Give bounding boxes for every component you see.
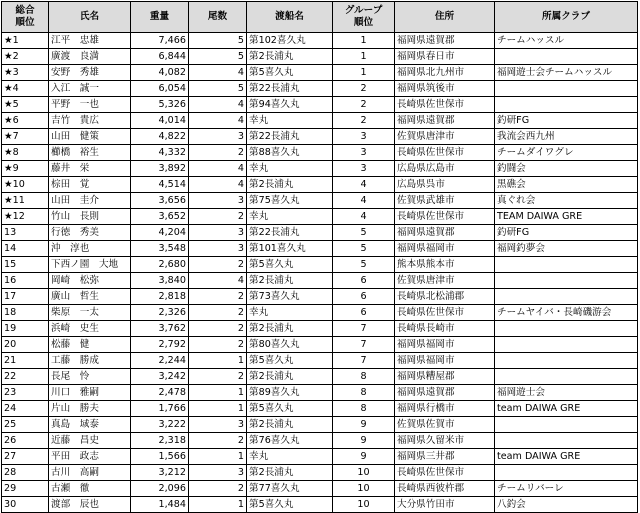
table-row bbox=[2, 337, 638, 353]
table-row bbox=[2, 241, 638, 257]
group-rank-cell: 6 bbox=[333, 289, 395, 305]
table-row bbox=[2, 353, 638, 369]
table-row bbox=[2, 65, 638, 81]
rank-cell: 16 bbox=[2, 273, 49, 289]
count-cell: 5 bbox=[189, 33, 247, 49]
name-cell: 藤井 栄 bbox=[49, 161, 131, 177]
name-cell: 長尾 怜 bbox=[49, 369, 131, 385]
table-row bbox=[2, 113, 638, 129]
boat-cell: 第22長浦丸 bbox=[247, 129, 333, 145]
address-cell: 広島県呉市 bbox=[395, 177, 495, 193]
boat-cell: 第22長浦丸 bbox=[247, 225, 333, 241]
name-cell: 古瀬 徹 bbox=[49, 481, 131, 497]
boat-cell: 第101喜久丸 bbox=[247, 241, 333, 257]
weight-cell: 3,548 bbox=[131, 241, 189, 257]
weight-cell: 3,222 bbox=[131, 417, 189, 433]
count-cell: 3 bbox=[189, 465, 247, 481]
boat-cell: 第75喜久丸 bbox=[247, 193, 333, 209]
club-cell bbox=[495, 97, 638, 113]
boat-cell: 第88喜久丸 bbox=[247, 145, 333, 161]
name-cell: 櫛橋 裕生 bbox=[49, 145, 131, 161]
group-rank-cell: 6 bbox=[333, 305, 395, 321]
header-address: 住所 bbox=[395, 2, 495, 33]
table-row bbox=[2, 145, 638, 161]
group-rank-cell: 2 bbox=[333, 113, 395, 129]
count-cell: 2 bbox=[189, 257, 247, 273]
count-cell: 2 bbox=[189, 369, 247, 385]
club-cell: チームヤイバ・長崎磯游会 bbox=[495, 305, 638, 321]
boat-cell: 第2長浦丸 bbox=[247, 273, 333, 289]
club-cell: チームリバーレ bbox=[495, 481, 638, 497]
table-row bbox=[2, 417, 638, 433]
table-row bbox=[2, 369, 638, 385]
table-body bbox=[2, 33, 638, 513]
table-row bbox=[2, 177, 638, 193]
table-row bbox=[2, 161, 638, 177]
address-cell: 長崎県北松浦郡 bbox=[395, 289, 495, 305]
group-rank-cell: 3 bbox=[333, 145, 395, 161]
rank-cell: 21 bbox=[2, 353, 49, 369]
count-cell: 5 bbox=[189, 49, 247, 65]
address-cell: 福岡県遠賀郡 bbox=[395, 33, 495, 49]
rank-cell: 28 bbox=[2, 465, 49, 481]
name-cell: 工藤 勝成 bbox=[49, 353, 131, 369]
weight-cell: 3,762 bbox=[131, 321, 189, 337]
address-cell: 長崎県佐世保市 bbox=[395, 305, 495, 321]
address-cell: 大分県竹田市 bbox=[395, 497, 495, 513]
count-cell: 1 bbox=[189, 497, 247, 513]
boat-cell: 幸丸 bbox=[247, 209, 333, 225]
group-rank-cell: 2 bbox=[333, 81, 395, 97]
rank-cell: 27 bbox=[2, 449, 49, 465]
boat-cell: 幸丸 bbox=[247, 449, 333, 465]
address-cell: 長崎県佐世保市 bbox=[395, 465, 495, 481]
rank-cell: ★3 bbox=[2, 65, 49, 81]
weight-cell: 1,566 bbox=[131, 449, 189, 465]
weight-cell: 2,244 bbox=[131, 353, 189, 369]
rank-cell: 25 bbox=[2, 417, 49, 433]
rank-cell: ★4 bbox=[2, 81, 49, 97]
name-cell: 棕田 覚 bbox=[49, 177, 131, 193]
rank-cell: ★10 bbox=[2, 177, 49, 193]
club-cell: チームダイワグレ bbox=[495, 145, 638, 161]
club-cell: 我流会西九州 bbox=[495, 129, 638, 145]
weight-cell: 3,242 bbox=[131, 369, 189, 385]
name-cell: 竹山 長則 bbox=[49, 209, 131, 225]
weight-cell: 3,652 bbox=[131, 209, 189, 225]
name-cell: 川口 雅嗣 bbox=[49, 385, 131, 401]
boat-cell: 第77喜久丸 bbox=[247, 481, 333, 497]
name-cell: 山田 健策 bbox=[49, 129, 131, 145]
rank-cell: ★8 bbox=[2, 145, 49, 161]
weight-cell: 4,514 bbox=[131, 177, 189, 193]
name-cell: 下西ノ園 大地 bbox=[49, 257, 131, 273]
club-cell bbox=[495, 353, 638, 369]
group-rank-cell: 2 bbox=[333, 97, 395, 113]
count-cell: 2 bbox=[189, 305, 247, 321]
rank-cell: 23 bbox=[2, 385, 49, 401]
header-weight: 重量 bbox=[131, 2, 189, 33]
weight-cell: 1,484 bbox=[131, 497, 189, 513]
boat-cell: 第2長浦丸 bbox=[247, 417, 333, 433]
weight-cell: 3,212 bbox=[131, 465, 189, 481]
address-cell: 福岡県遠賀郡 bbox=[395, 113, 495, 129]
boat-cell: 第73喜久丸 bbox=[247, 289, 333, 305]
address-cell: 広島県広島市 bbox=[395, 161, 495, 177]
rank-cell: ★11 bbox=[2, 193, 49, 209]
address-cell: 佐賀県武雄市 bbox=[395, 193, 495, 209]
name-cell: 浜崎 史生 bbox=[49, 321, 131, 337]
rank-cell: 15 bbox=[2, 257, 49, 273]
address-cell: 福岡県遠賀郡 bbox=[395, 225, 495, 241]
group-rank-cell: 1 bbox=[333, 33, 395, 49]
count-cell: 4 bbox=[189, 65, 247, 81]
club-cell bbox=[495, 273, 638, 289]
boat-cell: 第5喜久丸 bbox=[247, 65, 333, 81]
club-cell: 釣闘会 bbox=[495, 161, 638, 177]
address-cell: 佐賀県唐津市 bbox=[395, 129, 495, 145]
table-row bbox=[2, 433, 638, 449]
group-rank-cell: 4 bbox=[333, 193, 395, 209]
table-row bbox=[2, 129, 638, 145]
header-name: 氏名 bbox=[49, 2, 131, 33]
name-cell: 江平 忠雄 bbox=[49, 33, 131, 49]
table-row bbox=[2, 225, 638, 241]
group-rank-cell: 7 bbox=[333, 321, 395, 337]
boat-cell: 第5喜久丸 bbox=[247, 401, 333, 417]
weight-cell: 4,204 bbox=[131, 225, 189, 241]
address-cell: 長崎県佐世保市 bbox=[395, 209, 495, 225]
count-cell: 2 bbox=[189, 433, 247, 449]
weight-cell: 2,792 bbox=[131, 337, 189, 353]
count-cell: 1 bbox=[189, 449, 247, 465]
rank-cell: 17 bbox=[2, 289, 49, 305]
weight-cell: 4,822 bbox=[131, 129, 189, 145]
group-rank-cell: 3 bbox=[333, 129, 395, 145]
table-row bbox=[2, 305, 638, 321]
header-boat: 渡船名 bbox=[247, 2, 333, 33]
address-cell: 佐賀県唐津市 bbox=[395, 273, 495, 289]
rank-cell: 30 bbox=[2, 497, 49, 513]
rank-cell: ★7 bbox=[2, 129, 49, 145]
table-row bbox=[2, 481, 638, 497]
club-cell: 真ぐれ会 bbox=[495, 193, 638, 209]
name-cell: 沖 淳也 bbox=[49, 241, 131, 257]
group-rank-cell: 5 bbox=[333, 257, 395, 273]
name-cell: 近藤 昌史 bbox=[49, 433, 131, 449]
count-cell: 3 bbox=[189, 417, 247, 433]
table-row bbox=[2, 289, 638, 305]
rank-cell: 20 bbox=[2, 337, 49, 353]
table-row bbox=[2, 401, 638, 417]
rank-cell: ★9 bbox=[2, 161, 49, 177]
group-rank-cell: 10 bbox=[333, 465, 395, 481]
name-cell: 松藤 健 bbox=[49, 337, 131, 353]
count-cell: 2 bbox=[189, 337, 247, 353]
club-cell: team DAIWA GRE bbox=[495, 401, 638, 417]
boat-cell: 第76喜久丸 bbox=[247, 433, 333, 449]
group-rank-cell: 5 bbox=[333, 225, 395, 241]
address-cell: 福岡県筑後市 bbox=[395, 81, 495, 97]
rank-cell: ★6 bbox=[2, 113, 49, 129]
group-rank-cell: 3 bbox=[333, 161, 395, 177]
address-cell: 福岡県春日市 bbox=[395, 49, 495, 65]
address-cell: 長崎県長崎市 bbox=[395, 321, 495, 337]
group-rank-cell: 10 bbox=[333, 481, 395, 497]
group-rank-cell: 1 bbox=[333, 49, 395, 65]
name-cell: 渡部 辰也 bbox=[49, 497, 131, 513]
boat-cell: 第2長浦丸 bbox=[247, 465, 333, 481]
group-rank-cell: 10 bbox=[333, 497, 395, 513]
name-cell: 片山 勝夫 bbox=[49, 401, 131, 417]
boat-cell: 幸丸 bbox=[247, 161, 333, 177]
address-cell: 福岡県糟屋郡 bbox=[395, 369, 495, 385]
name-cell: 柴原 一太 bbox=[49, 305, 131, 321]
count-cell: 2 bbox=[189, 321, 247, 337]
count-cell: 4 bbox=[189, 113, 247, 129]
club-cell bbox=[495, 369, 638, 385]
club-cell bbox=[495, 257, 638, 273]
rank-cell: ★2 bbox=[2, 49, 49, 65]
address-cell: 福岡県福岡市 bbox=[395, 337, 495, 353]
boat-cell: 第5喜久丸 bbox=[247, 353, 333, 369]
rank-cell: 26 bbox=[2, 433, 49, 449]
boat-cell: 第22長浦丸 bbox=[247, 81, 333, 97]
club-cell bbox=[495, 321, 638, 337]
rank-cell: ★1 bbox=[2, 33, 49, 49]
boat-cell: 第2長浦丸 bbox=[247, 177, 333, 193]
header-group: グループ 順位 bbox=[333, 2, 395, 33]
weight-cell: 6,054 bbox=[131, 81, 189, 97]
group-rank-cell: 8 bbox=[333, 401, 395, 417]
club-cell: team DAIWA GRE bbox=[495, 449, 638, 465]
name-cell: 吉竹 貴広 bbox=[49, 113, 131, 129]
count-cell: 4 bbox=[189, 273, 247, 289]
count-cell: 1 bbox=[189, 385, 247, 401]
boat-cell: 第94喜久丸 bbox=[247, 97, 333, 113]
club-cell: 福岡遊士会 bbox=[495, 385, 638, 401]
name-cell: 行徳 秀美 bbox=[49, 225, 131, 241]
name-cell: 岡崎 松弥 bbox=[49, 273, 131, 289]
name-cell: 平田 政志 bbox=[49, 449, 131, 465]
club-cell bbox=[495, 433, 638, 449]
count-cell: 3 bbox=[189, 129, 247, 145]
count-cell: 2 bbox=[189, 289, 247, 305]
address-cell: 福岡県行橋市 bbox=[395, 401, 495, 417]
name-cell: 廣山 哲生 bbox=[49, 289, 131, 305]
rank-cell: 18 bbox=[2, 305, 49, 321]
club-cell bbox=[495, 289, 638, 305]
group-rank-cell: 4 bbox=[333, 177, 395, 193]
club-cell: 黒礁会 bbox=[495, 177, 638, 193]
boat-cell: 第2長浦丸 bbox=[247, 321, 333, 337]
count-cell: 4 bbox=[189, 161, 247, 177]
address-cell: 福岡県福岡市 bbox=[395, 353, 495, 369]
address-cell: 福岡県福岡市 bbox=[395, 241, 495, 257]
count-cell: 4 bbox=[189, 97, 247, 113]
table-row bbox=[2, 97, 638, 113]
weight-cell: 1,766 bbox=[131, 401, 189, 417]
count-cell: 4 bbox=[189, 177, 247, 193]
name-cell: 廣渡 良満 bbox=[49, 49, 131, 65]
club-cell bbox=[495, 49, 638, 65]
name-cell: 平野 一也 bbox=[49, 97, 131, 113]
weight-cell: 4,082 bbox=[131, 65, 189, 81]
count-cell: 1 bbox=[189, 401, 247, 417]
header-club: 所属クラブ bbox=[495, 2, 638, 33]
count-cell: 5 bbox=[189, 81, 247, 97]
name-cell: 古川 高嗣 bbox=[49, 465, 131, 481]
name-cell: 真島 域泰 bbox=[49, 417, 131, 433]
weight-cell: 2,680 bbox=[131, 257, 189, 273]
club-cell: TEAM DAIWA GRE bbox=[495, 209, 638, 225]
header-count: 尾数 bbox=[189, 2, 247, 33]
boat-cell: 第80喜久丸 bbox=[247, 337, 333, 353]
weight-cell: 6,844 bbox=[131, 49, 189, 65]
address-cell: 佐賀県佐賀市 bbox=[395, 417, 495, 433]
rank-cell: 29 bbox=[2, 481, 49, 497]
boat-cell: 第2長浦丸 bbox=[247, 369, 333, 385]
weight-cell: 3,656 bbox=[131, 193, 189, 209]
rank-cell: ★5 bbox=[2, 97, 49, 113]
address-cell: 熊本県熊本市 bbox=[395, 257, 495, 273]
boat-cell: 第5喜久丸 bbox=[247, 257, 333, 273]
table-row bbox=[2, 209, 638, 225]
group-rank-cell: 9 bbox=[333, 433, 395, 449]
group-rank-cell: 1 bbox=[333, 65, 395, 81]
weight-cell: 2,478 bbox=[131, 385, 189, 401]
group-rank-cell: 9 bbox=[333, 417, 395, 433]
count-cell: 3 bbox=[189, 241, 247, 257]
address-cell: 福岡県北九州市 bbox=[395, 65, 495, 81]
boat-cell: 第2長浦丸 bbox=[247, 49, 333, 65]
name-cell: 山田 圭介 bbox=[49, 193, 131, 209]
table-row bbox=[2, 273, 638, 289]
weight-cell: 7,466 bbox=[131, 33, 189, 49]
count-cell: 2 bbox=[189, 209, 247, 225]
club-cell bbox=[495, 337, 638, 353]
address-cell: 長崎県佐世保市 bbox=[395, 97, 495, 113]
rank-cell: 14 bbox=[2, 241, 49, 257]
group-rank-cell: 8 bbox=[333, 385, 395, 401]
table-row bbox=[2, 385, 638, 401]
club-cell bbox=[495, 81, 638, 97]
count-cell: 2 bbox=[189, 481, 247, 497]
table-row bbox=[2, 193, 638, 209]
weight-cell: 4,332 bbox=[131, 145, 189, 161]
weight-cell: 2,326 bbox=[131, 305, 189, 321]
name-cell: 入江 誠一 bbox=[49, 81, 131, 97]
weight-cell: 2,318 bbox=[131, 433, 189, 449]
club-cell: 釣研FG bbox=[495, 225, 638, 241]
table-row bbox=[2, 33, 638, 49]
results-table bbox=[1, 1, 638, 513]
group-rank-cell: 7 bbox=[333, 337, 395, 353]
weight-cell: 3,840 bbox=[131, 273, 189, 289]
club-cell: チームハッスル bbox=[495, 33, 638, 49]
boat-cell: 第5喜久丸 bbox=[247, 497, 333, 513]
weight-cell: 2,818 bbox=[131, 289, 189, 305]
header-rank: 総合 順位 bbox=[2, 2, 49, 33]
group-rank-cell: 5 bbox=[333, 241, 395, 257]
group-rank-cell: 6 bbox=[333, 273, 395, 289]
name-cell: 安野 秀雄 bbox=[49, 65, 131, 81]
rank-cell: 22 bbox=[2, 369, 49, 385]
group-rank-cell: 8 bbox=[333, 369, 395, 385]
weight-cell: 3,892 bbox=[131, 161, 189, 177]
count-cell: 1 bbox=[189, 353, 247, 369]
boat-cell: 第102喜久丸 bbox=[247, 33, 333, 49]
address-cell: 福岡県久留米市 bbox=[395, 433, 495, 449]
table-row bbox=[2, 465, 638, 481]
count-cell: 2 bbox=[189, 145, 247, 161]
club-cell: 福岡釣夢会 bbox=[495, 241, 638, 257]
address-cell: 福岡県遠賀郡 bbox=[395, 385, 495, 401]
weight-cell: 5,326 bbox=[131, 97, 189, 113]
address-cell: 長崎県西彼杵郡 bbox=[395, 481, 495, 497]
table-row bbox=[2, 81, 638, 97]
club-cell: 八釣会 bbox=[495, 497, 638, 513]
group-rank-cell: 7 bbox=[333, 353, 395, 369]
count-cell: 3 bbox=[189, 225, 247, 241]
club-cell bbox=[495, 417, 638, 433]
club-cell: 釣研FG bbox=[495, 113, 638, 129]
header-row bbox=[2, 2, 638, 33]
table-row bbox=[2, 449, 638, 465]
boat-cell: 幸丸 bbox=[247, 113, 333, 129]
club-cell bbox=[495, 465, 638, 481]
rank-cell: 13 bbox=[2, 225, 49, 241]
weight-cell: 2,096 bbox=[131, 481, 189, 497]
club-cell: 福岡遊士会チームハッスル bbox=[495, 65, 638, 81]
group-rank-cell: 9 bbox=[333, 449, 395, 465]
address-cell: 福岡県三井郡 bbox=[395, 449, 495, 465]
weight-cell: 4,014 bbox=[131, 113, 189, 129]
rank-cell: 19 bbox=[2, 321, 49, 337]
boat-cell: 幸丸 bbox=[247, 305, 333, 321]
table-row bbox=[2, 49, 638, 65]
table-row bbox=[2, 321, 638, 337]
rank-cell: 24 bbox=[2, 401, 49, 417]
address-cell: 長崎県佐世保市 bbox=[395, 145, 495, 161]
group-rank-cell: 4 bbox=[333, 209, 395, 225]
count-cell: 3 bbox=[189, 193, 247, 209]
boat-cell: 第89喜久丸 bbox=[247, 385, 333, 401]
table-row bbox=[2, 257, 638, 273]
rank-cell: ★12 bbox=[2, 209, 49, 225]
